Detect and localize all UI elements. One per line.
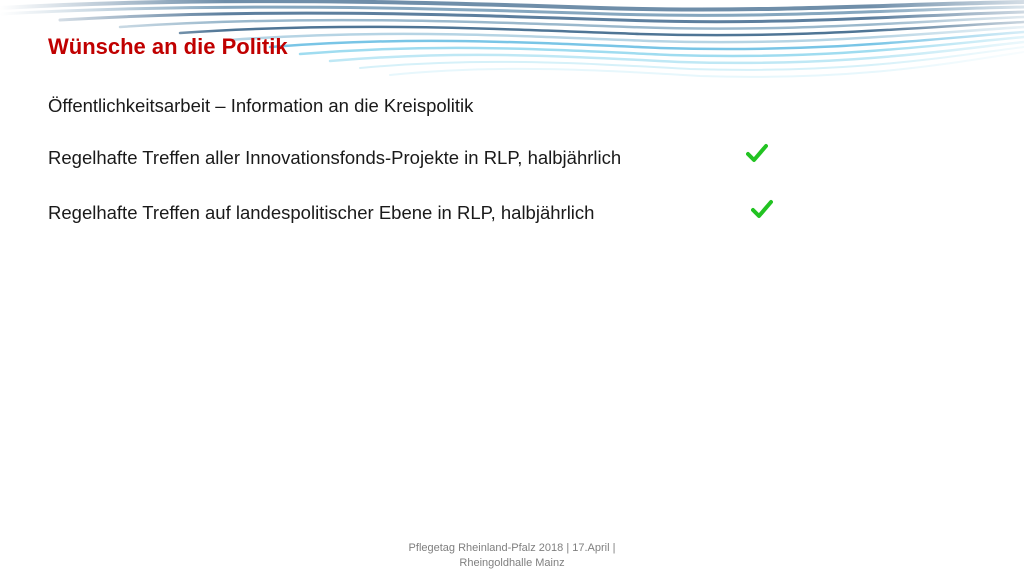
check-icon <box>751 199 773 219</box>
slide-title: Wünsche an die Politik <box>48 34 288 59</box>
footer-line: Rheingoldhalle Mainz <box>459 557 565 569</box>
slide-footer <box>392 541 632 571</box>
list-item: Regelhafte Treffen auf landespolitischer Ebene in RLP, halbjährlich <box>48 202 595 223</box>
check-icon <box>746 143 768 163</box>
footer-line: Pflegetag Rheinland-Pfalz 2018 | 17.April | <box>408 542 616 554</box>
list-item: Öffentlichkeitsarbeit – Information an die Kreispolitik <box>48 95 474 116</box>
list-item: Regelhafte Treffen aller Innovationsfonds-Projekte in RLP, halbjährlich <box>48 147 622 168</box>
